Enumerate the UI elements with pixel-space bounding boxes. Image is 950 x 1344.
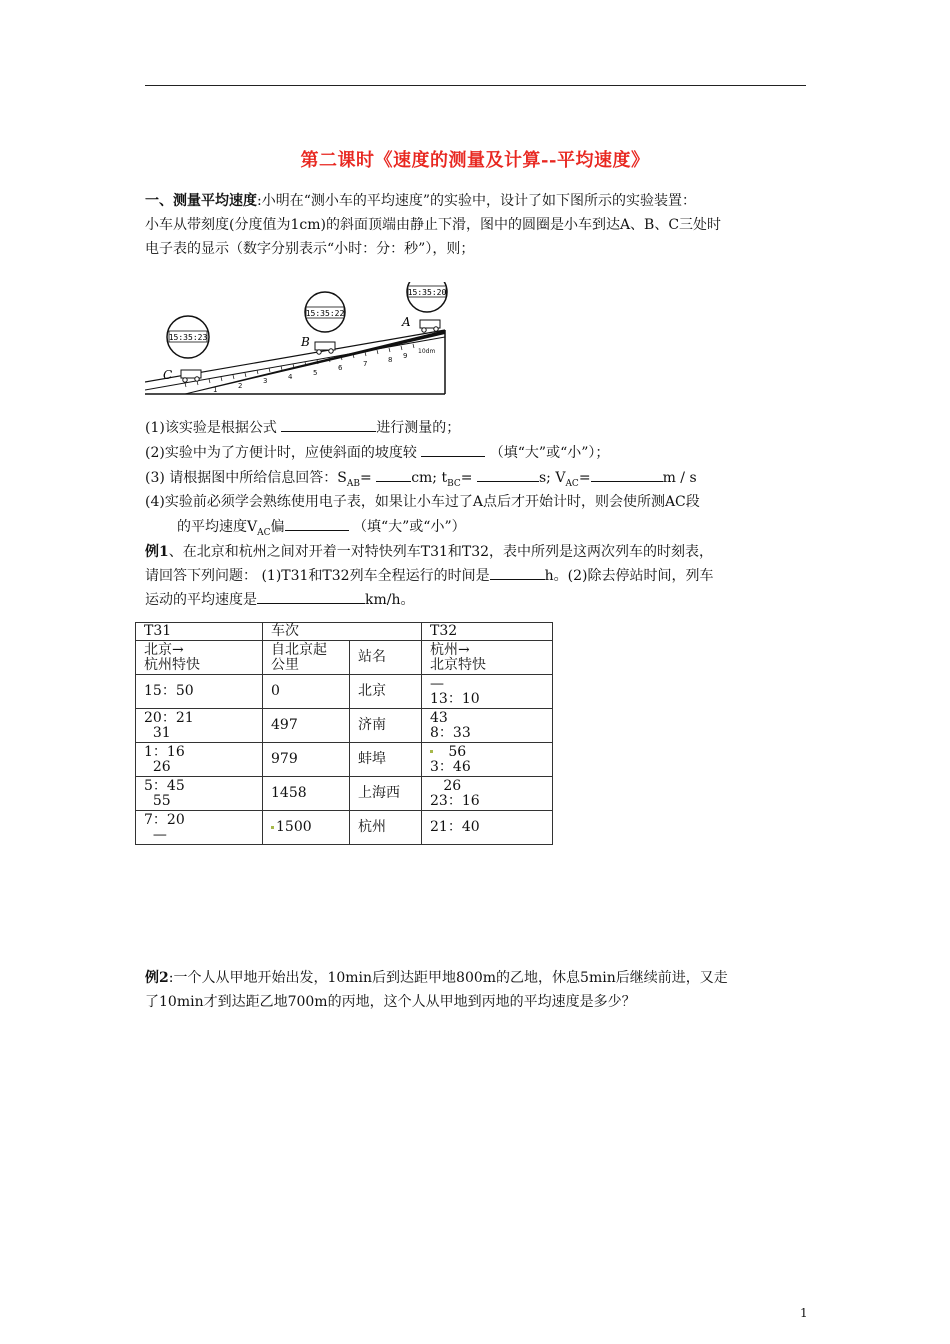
example2-text: 例2:一个人从甲地开始出发，10min后到达距甲地800m的乙地，休息5min后继续前进，又走 了10min才到达距乙地700m的丙地，这个人从甲地到丙地的平均速度是多少？	[145, 970, 728, 1010]
table-cell: 1500	[263, 811, 350, 845]
tick-9: 9	[403, 352, 408, 360]
answer-blank-slope[interactable]	[421, 442, 485, 457]
table-cell: 北京	[350, 675, 422, 709]
table-header-cell: T31	[136, 623, 263, 641]
clock-c	[167, 316, 209, 358]
table-cell: 1：16 26	[136, 743, 263, 777]
question-1: (1)该实验是根据公式 进行测量的；	[145, 417, 460, 438]
table-cell: 979	[263, 743, 350, 777]
table-cell: 0	[263, 675, 350, 709]
label-a: A	[402, 315, 411, 329]
tick-6: 6	[338, 364, 343, 372]
table-row	[136, 709, 553, 743]
cart-b	[315, 342, 335, 354]
table-cell: 15：50	[136, 675, 263, 709]
table-cell: 21：40	[422, 811, 553, 845]
table-cell: 43 8：33	[422, 709, 553, 743]
question-2: (2)实验中为了方便计时，应使斜面的坡度较 （填“大”或“小”）；	[145, 442, 609, 463]
table-cell: 7：20 —	[136, 811, 263, 845]
mark-dot	[430, 750, 433, 753]
table-header-cell: 自北京起 公里	[263, 641, 350, 675]
answer-blank-tbc[interactable]	[477, 467, 539, 482]
cart-c	[181, 370, 201, 382]
tick-2: 2	[238, 382, 243, 390]
question-4-line-1: (4)实验前必须学会熟练使用电子表，如果让小车过了A点后才开始计时，则会使所测AC段	[145, 494, 700, 510]
header-rule	[145, 85, 806, 86]
table-cell: 济南	[350, 709, 422, 743]
question-4-line-2: 的平均速度$V_{AC}$偏 （填“大”或“小”）	[177, 516, 466, 543]
answer-blank-formula[interactable]	[281, 417, 376, 432]
answer-blank-vac[interactable]	[591, 467, 663, 482]
answer-blank-avg-speed[interactable]	[257, 589, 365, 604]
answer-blank-bias[interactable]	[285, 516, 349, 531]
table-header-cell: 杭州→ 北京特快	[422, 641, 553, 675]
table-cell: 26 23：16	[422, 777, 553, 811]
example1-label: 例1	[145, 544, 169, 560]
ruler-end-label: 10dm	[418, 348, 436, 355]
ruler-ticks	[185, 344, 414, 387]
svg-text:15:35:20: 15:35:20	[407, 288, 447, 297]
mark-dot	[271, 826, 274, 829]
intro-line-3: 电子表的显示（数字分别表示“小时：分：秒”），则；	[145, 241, 475, 257]
example2-label: 例2	[145, 970, 169, 986]
svg-text:15:35:22: 15:35:22	[305, 309, 345, 318]
tick-4: 4	[288, 373, 293, 381]
svg-text:15:35:23: 15:35:23	[168, 333, 208, 342]
clock-a	[407, 282, 447, 312]
table-cell: 5：45 55	[136, 777, 263, 811]
answer-blank-sab[interactable]	[376, 467, 411, 482]
table-row	[136, 811, 553, 845]
intro-line-2: 小车从带刻度(分度值为1cm)的斜面顶端由静止下滑，图中的圆圈是小车到达A、B、C三处时	[145, 217, 722, 233]
table-header-cell: T32	[422, 623, 553, 641]
incline-diagram	[145, 282, 450, 402]
clock-b	[305, 292, 345, 332]
table-row	[136, 743, 553, 777]
question-3: (3) 请根据图中所给信息回答：$S_{AB}=$ cm; $t_{BC}= s$; $V_{AC}= m / s$	[145, 467, 697, 494]
answer-blank-total-time[interactable]	[490, 565, 545, 580]
table-cell: 497	[263, 709, 350, 743]
intro-line-1: :小明在“测小车的平均速度”的实验中，设计了如下图所示的实验装置：	[257, 193, 697, 209]
section1-heading: 一、测量平均速度	[145, 193, 257, 209]
table-row	[136, 777, 553, 811]
table-cell: — 13：10	[422, 675, 553, 709]
table-cell: 上海西	[350, 777, 422, 811]
table-header-row-2	[136, 641, 553, 675]
tick-7: 7	[363, 360, 368, 368]
page-number: 1	[800, 1306, 808, 1320]
timetable	[135, 622, 553, 845]
table-header-cell: 北京→ 杭州特快	[136, 641, 263, 675]
table-header-row-1	[136, 623, 553, 641]
table-cell: 1458	[263, 777, 350, 811]
table-cell: 杭州	[350, 811, 422, 845]
label-c: C	[163, 368, 173, 382]
section1-intro	[145, 189, 807, 261]
table-cell: 56 3：46	[422, 743, 553, 777]
table-cell: 20：21 31	[136, 709, 263, 743]
tick-5: 5	[313, 369, 318, 377]
page-title: 第二课时《速度的测量及计算--平均速度》	[300, 150, 650, 171]
label-b: B	[301, 335, 310, 349]
table-cell: 蚌埠	[350, 743, 422, 777]
tick-1: 1	[213, 386, 218, 394]
example1-text: 例1、在北京和杭州之间对开着一对特快列车T31和T32，表中所列是这两次列车的时刻表， 请回答下列问题： (1)T31和T32列车全程运行的时间是 h。(2)除去停站时间，列车 运动的平均速度是 km/h。	[145, 544, 714, 608]
tick-3: 3	[263, 377, 268, 385]
table-header-cell: 站名	[350, 641, 422, 675]
table-header-cell: 车次	[263, 623, 422, 641]
tick-8: 8	[388, 356, 393, 364]
cart-a	[420, 320, 440, 332]
table-row	[136, 675, 553, 709]
